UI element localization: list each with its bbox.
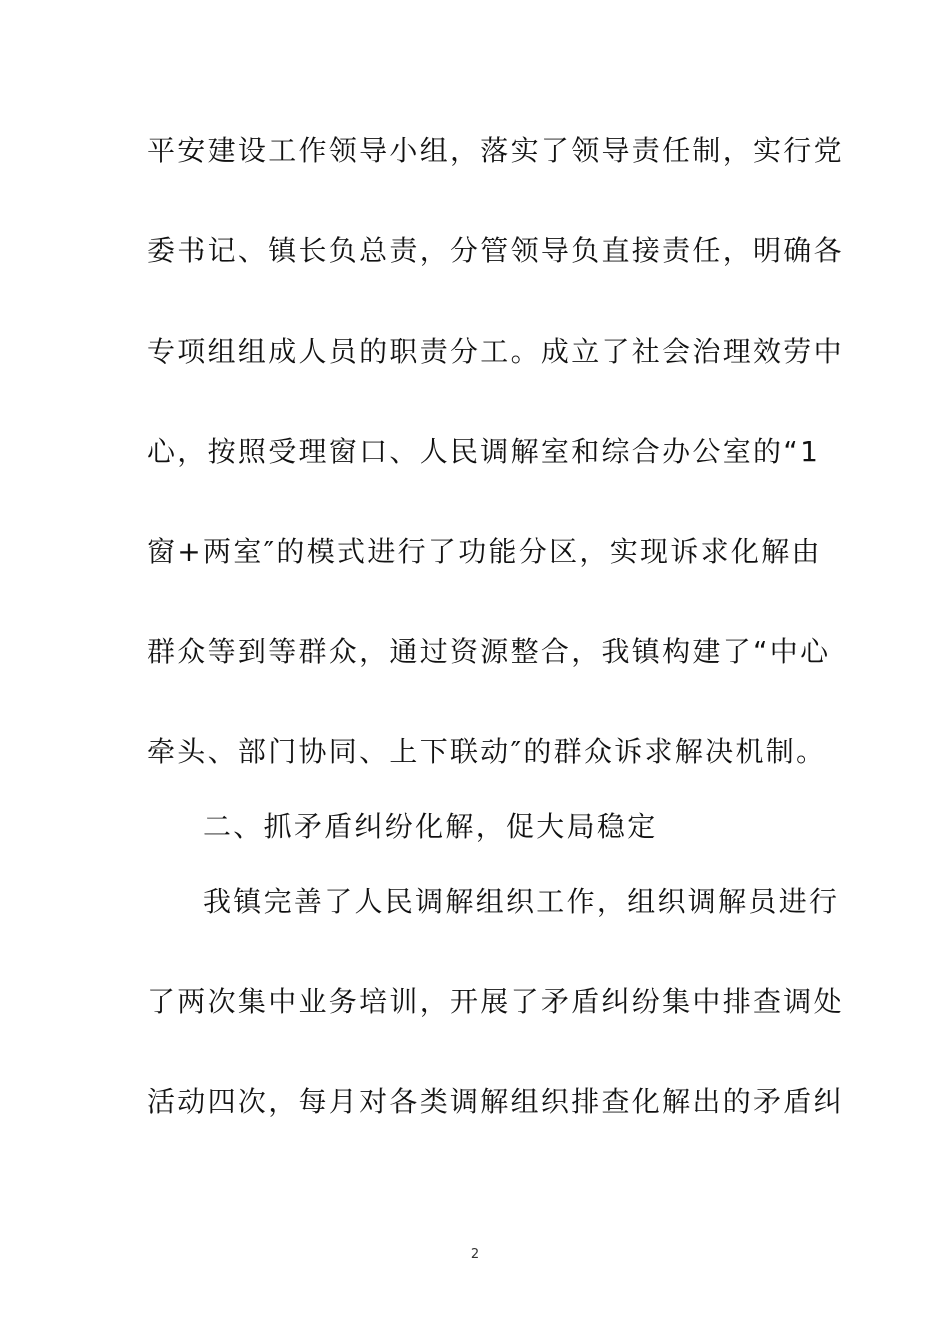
body-text-line: 我镇完善了人民调解组织工作，组织调解员进行 [203, 885, 840, 918]
body-text-line: 窗+两室″的模式进行了功能分区，实现诉求化解由 [147, 535, 822, 568]
body-text-line: 心，按照受理窗口、人民调解室和综合办公室的“1 [147, 435, 821, 468]
section-heading: 二、抓矛盾纠纷化解，促大局稳定 [203, 810, 658, 843]
body-text-line: 专项组组成人员的职责分工。成立了社会治理效劳中 [147, 335, 844, 368]
page-number: 2 [470, 1247, 480, 1262]
body-text-line: 群众等到等群众，通过资源整合，我镇构建了“中心 [147, 635, 831, 668]
body-text-line: 了两次集中业务培训，开展了矛盾纠纷集中排查调处 [147, 985, 844, 1018]
body-text-line: 委书记、镇长负总责，分管领导负直接责任，明确各 [147, 234, 844, 267]
body-text-line: 活动四次，每月对各类调解组织排查化解出的矛盾纠 [147, 1085, 844, 1118]
body-text-line: 平安建设工作领导小组，落实了领导责任制，实行党 [147, 134, 844, 167]
body-text-line: 牵头、部门协同、上下联动″的群众诉求解决机制。 [147, 735, 827, 768]
